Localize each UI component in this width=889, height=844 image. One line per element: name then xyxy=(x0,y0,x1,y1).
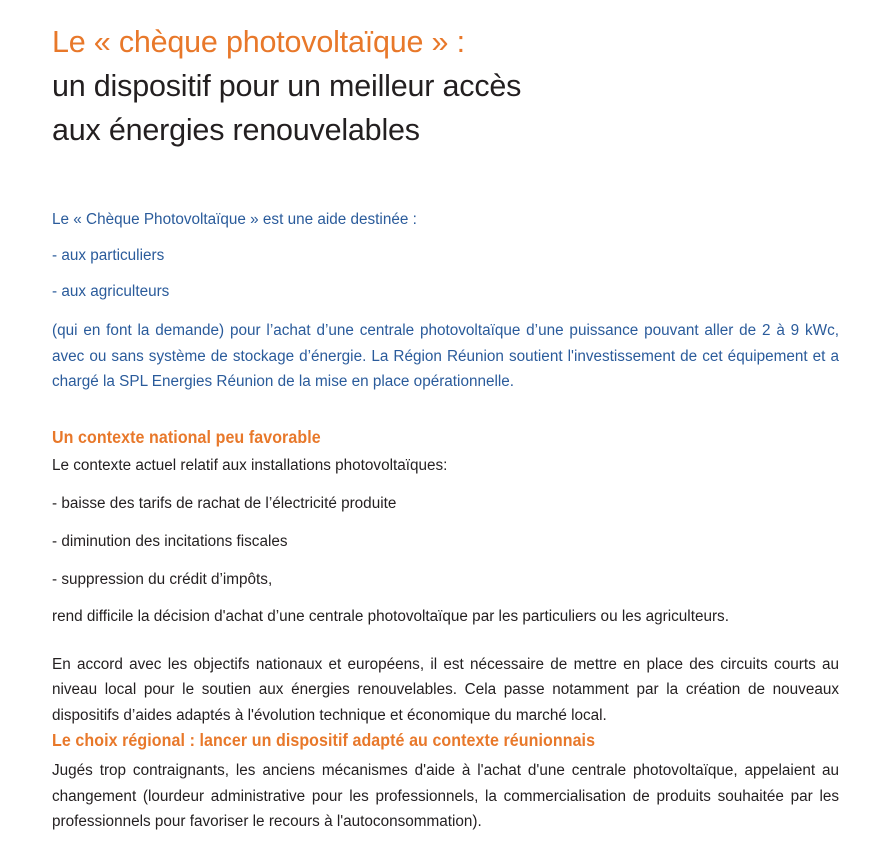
section-heading-choix-regional: Le choix régional : lancer un dispositif adapté au contexte réunionnais xyxy=(52,730,596,750)
section-lead-text: Le contexte actuel relatif aux installations photovoltaïques: xyxy=(52,457,448,474)
page-title-line-1: Le « chèque photovoltaïque » : xyxy=(52,25,465,59)
intro-list-item: - aux agriculteurs xyxy=(52,283,170,300)
intro-block xyxy=(52,210,839,395)
section-heading-contexte-national: Un contexte national peu favorable xyxy=(52,427,321,447)
section-list-item: - baisse des tarifs de rachat de l’électricité produite xyxy=(52,495,397,512)
section-contexte-national xyxy=(52,426,839,728)
section-list-item: - suppression du crédit d’impôts, xyxy=(52,571,273,588)
section-paragraph-2: En accord avec les objectifs nationaux et européens, il est nécessaire de mettre en place des circuits courts au niveau local pour le soutien aux énergies renouvelables. Cela passe notamment par la création de nouveaux dispositifs d’aides adaptés à l'évolution technique et économique du marché local. xyxy=(52,655,839,724)
section-paragraph-1: rend difficile la décision d'achat d’une centrale photovoltaïque par les particuliers ou les agriculteurs. xyxy=(52,608,729,625)
section-choix-regional xyxy=(52,729,839,835)
section-paragraph-1: Jugés trop contraignants, les anciens mécanismes d'aide à l'achat d'une centrale photovoltaïque, appelaient au changement (lourdeur administrative pour les professionnels, la commercialisation de produits souhaitée par les professionnels pour favoriser le recours à l'autoconsommation). xyxy=(52,762,839,830)
intro-list-item: - aux particuliers xyxy=(52,247,165,264)
page-title xyxy=(52,20,842,152)
section-list-item: - diminution des incitations fiscales xyxy=(52,533,288,550)
page-title-line-3: aux énergies renouvelables xyxy=(52,113,420,147)
intro-paragraph: (qui en font la demande) pour l’achat d’une centrale photovoltaïque d’une puissance pouvant aller de 2 à 9 kWc, avec ou sans système de stockage d’énergie. La Région Réunion soutient l'investissement de cet équipement et a chargé la SPL Energies Réunion de la mise en place opérationnelle. xyxy=(52,322,839,390)
intro-lead-text: Le « Chèque Photovoltaïque » est une aide destinée : xyxy=(52,211,417,228)
page-title-line-2: un dispositif pour un meilleur accès xyxy=(52,69,522,103)
